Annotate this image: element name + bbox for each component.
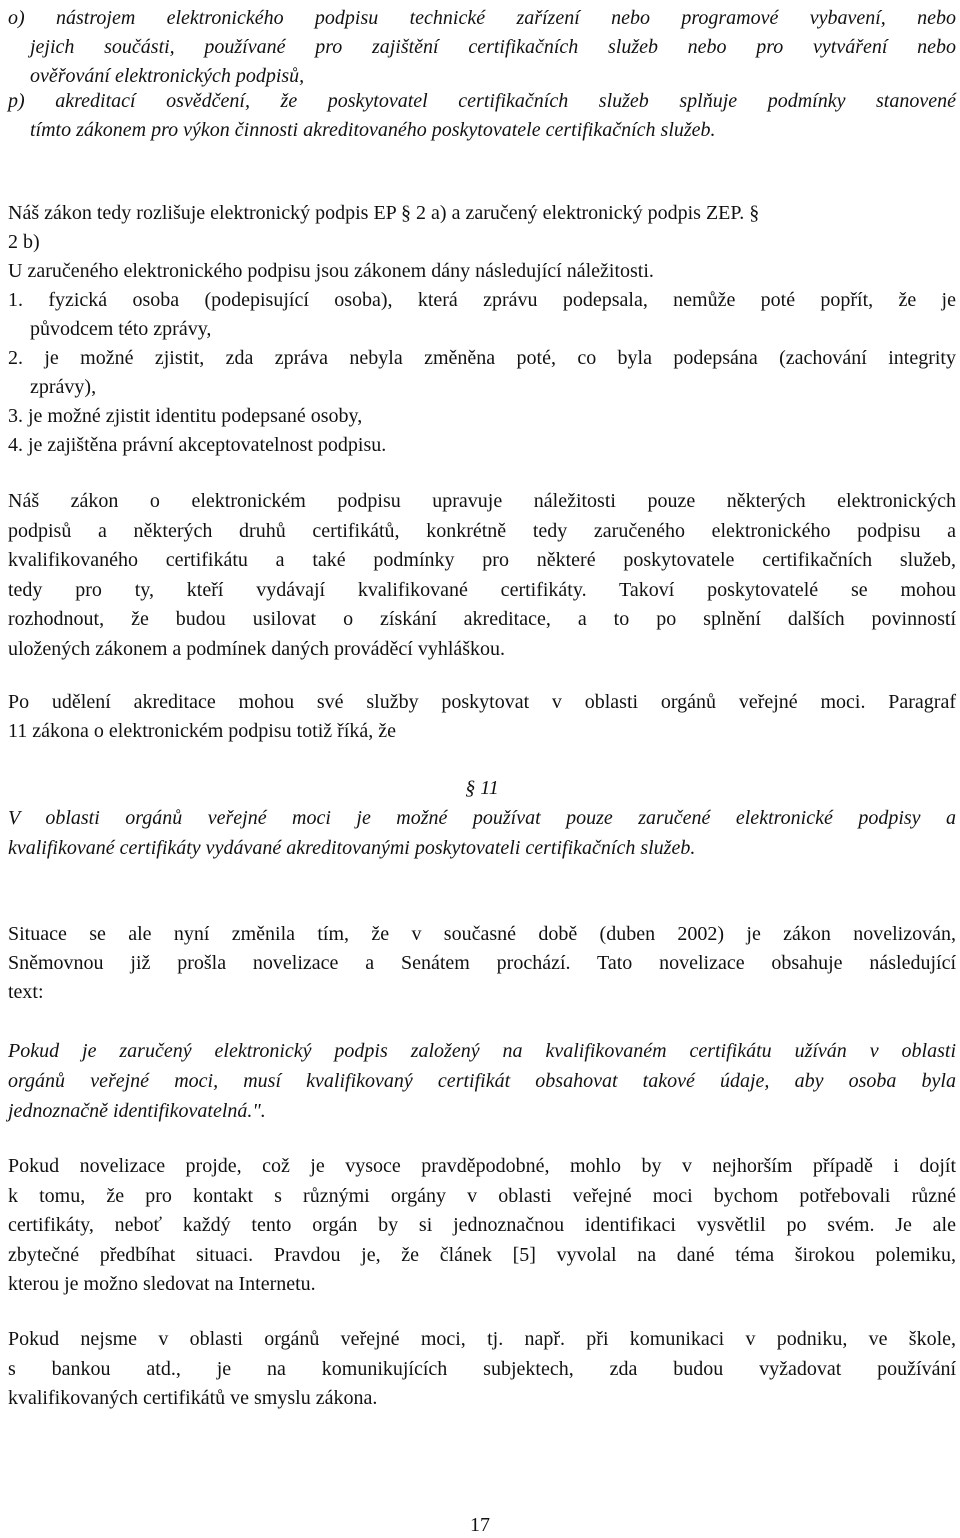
section-heading: § 11	[465, 777, 499, 799]
text-line: U zaručeného elektronického podpisu jsou zákonem dány následující náležitosti.	[8, 260, 654, 282]
text-line: s bankou atd., je na komunikujících subjektech, zda budou vyžadovat používání	[8, 1357, 956, 1380]
text-line: tedy pro ty, kteří vydávají kvalifikované certifikáty. Takoví poskytovatelé se mohou	[8, 578, 956, 601]
text-line: zbytečné předbíhat situaci. Pravdou je, že článek [5] vyvolal na dané téma širokou polemiku,	[8, 1243, 956, 1266]
section-11-text	[8, 803, 956, 863]
text-line: Náš zákon tedy rozlišuje elektronický podpis EP § 2 a) a zaručený elektronický podpis ZEP. §	[8, 202, 760, 224]
text-line: Po udělení akreditace mohou své služby poskytovat v oblasti orgánů veřejné moci. Paragraf	[8, 691, 956, 713]
text-line: podpisů a některých druhů certifikátů, konkrétně tedy zaručeného elektronického podpisu a	[8, 519, 956, 542]
paragraph-amendment	[8, 920, 956, 1007]
requirement-item-1: 1. fyzická osoba (podepisující osoba), která zprávu podepsala, nemůže poté popřít, že je	[8, 289, 956, 311]
paragraph-accreditation	[8, 688, 956, 746]
paragraph-scope	[8, 487, 956, 664]
quote-amendment	[8, 1036, 956, 1126]
text-line: zprávy),	[30, 376, 97, 398]
text-line: rozhodnout, že budou usilovat o získání akreditace, a to po splnění dalších povinností	[8, 608, 956, 630]
text-line: V oblasti orgánů veřejné moci je možné používat pouze zaručené elektronické podpisy a	[8, 807, 956, 829]
text-line: Pokud je zaručený elektronický podpis založený na kvalifikovaném certifikátu užíván v oblasti	[8, 1040, 956, 1062]
text-line: Sněmovnou již prošla novelizace a Senátem prochází. Tato novelizace obsahuje následující	[8, 952, 956, 974]
text-line: kvalifikovaného certifikátu a také podmínky pro některé poskytovatele certifikačních služeb,	[8, 549, 956, 571]
text-line: 11 zákona o elektronickém podpisu totiž říká, že	[8, 720, 397, 742]
list-item-p	[8, 87, 956, 145]
requirement-item-2: 2. je možné zjistit, zda zpráva nebyla změněna poté, co byla podepsána (zachování integrity	[8, 347, 956, 369]
text-line: původcem této zprávy,	[30, 318, 212, 340]
paragraph-worst-case	[8, 1152, 956, 1300]
paragraph-outside	[8, 1325, 956, 1414]
text-line: 2 b)	[8, 231, 40, 253]
text-line: Pokud novelizace projde, což je vysoce pravděpodobné, mohlo by v nejhorším případě i dojít	[8, 1155, 956, 1177]
text-line: p) akreditací osvědčení, že poskytovatel certifikačních služeb splňuje podmínky stanovené	[8, 90, 956, 112]
text-line: orgánů veřejné moci, musí kvalifikovaný certifikát obsahovat takové údaje, aby osoba byla	[8, 1070, 956, 1092]
text-line: kvalifikovaných certifikátů ve smyslu zákona.	[8, 1387, 378, 1409]
requirement-item-4: 4. je zajištěna právní akceptovatelnost podpisu.	[8, 434, 387, 456]
page-number: 17	[470, 1514, 490, 1536]
requirements-section	[8, 199, 956, 460]
requirement-item-3: 3. je možné zjistit identitu podepsané osoby,	[8, 405, 363, 427]
text-line: kterou je možno sledovat na Internetu.	[8, 1273, 316, 1295]
text-line: Náš zákon o elektronickém podpisu upravuje náležitosti pouze některých elektronických	[8, 490, 956, 512]
text-line: kvalifikované certifikáty vydávané akreditovanými poskytovateli certifikačních služeb.	[8, 837, 696, 859]
text-line: text:	[8, 981, 44, 1003]
text-line: certifikáty, neboť každý tento orgán by si jednoznačnou identifikaci vysvětlil po svém. Je ale	[8, 1214, 956, 1236]
text-line: uložených zákonem a podmínek daných prováděcí vyhláškou.	[8, 637, 506, 660]
list-item-o	[8, 4, 956, 91]
text-line: o) nástrojem elektronického podpisu technické zařízení nebo programové vybavení, nebo	[8, 7, 956, 29]
text-line: jednoznačně identifikovatelná.".	[8, 1100, 266, 1122]
text-line: tímto zákonem pro výkon činnosti akreditovaného poskytovatele certifikačních služeb.	[30, 119, 716, 141]
text-line: Pokud nejsme v oblasti orgánů veřejné moci, tj. např. při komunikaci v podniku, ve škole,	[8, 1328, 956, 1350]
text-line: ověřování elektronických podpisů,	[30, 65, 305, 87]
text-line: k tomu, že pro kontakt s různými orgány v oblasti veřejné moci bychom potřebovali různé	[8, 1184, 956, 1207]
text-line: jejich součásti, používané pro zajištění certifikačních služeb nebo pro vytváření nebo	[30, 36, 956, 58]
text-line: Situace se ale nyní změnila tím, že v současné době (duben 2002) je zákon novelizován,	[8, 923, 956, 945]
